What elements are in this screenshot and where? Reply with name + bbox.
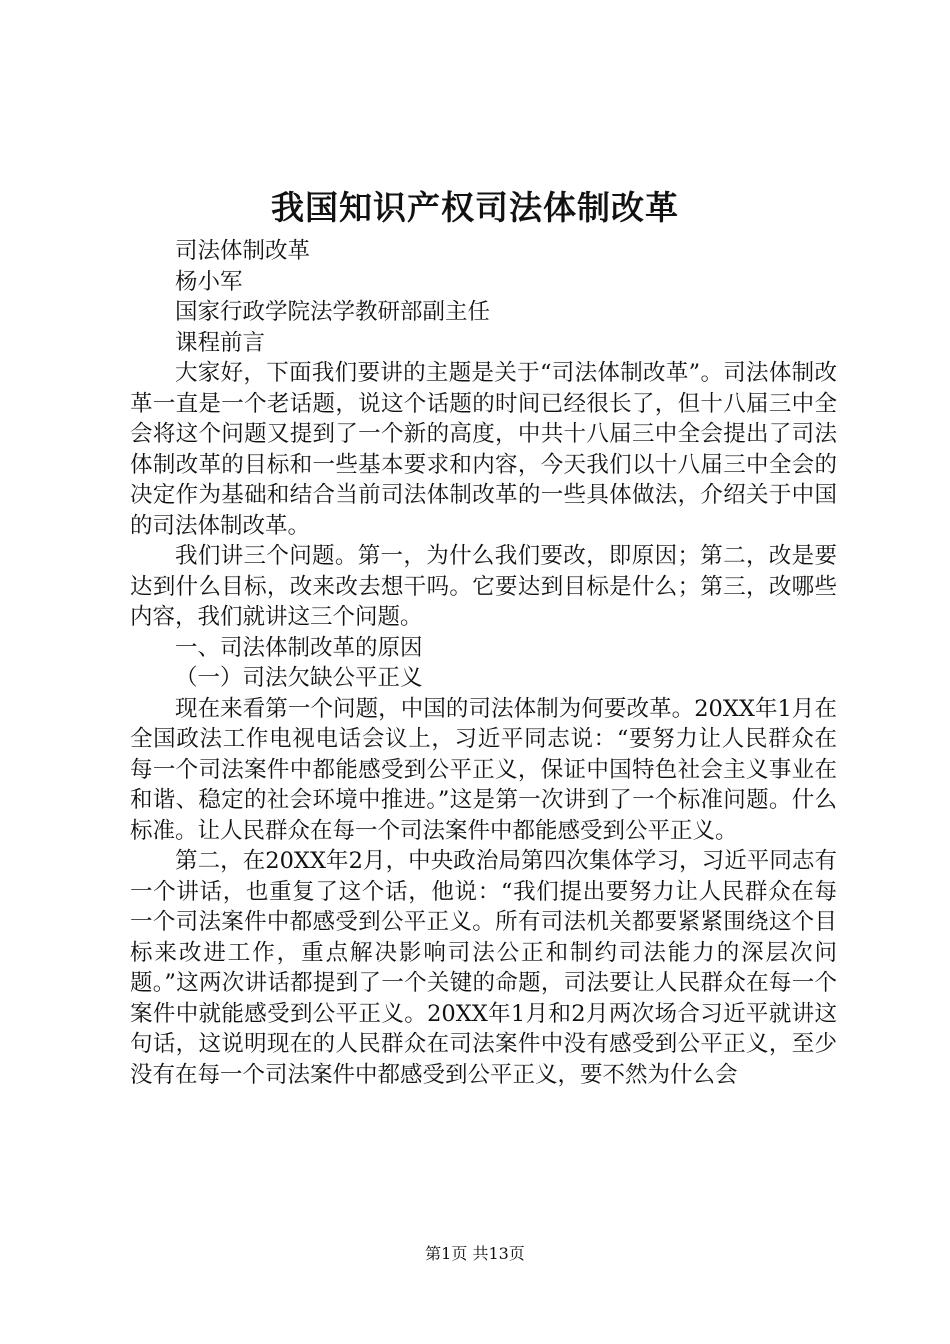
course-intro-heading: 课程前言 (175, 329, 266, 356)
chapter-heading: 一、司法体制改革的原因 (175, 634, 423, 661)
subsection-heading: （一）司法欠缺公平正义 (175, 665, 423, 691)
body-paragraph: 我们讲三个问题。第一，为什么我们要改，即原因；第二，改是要达到什么目标，改来改去想干吗。它要达到目标是什么；第三，改哪些内容，我们就讲这三个问题。 (130, 543, 837, 630)
section-heading: 司法体制改革 (175, 238, 311, 264)
body-paragraph: 第二，在20XX年2月，中央政治局第四次集体学习，习近平同志有一个讲话，也重复了这个话，他说：“我们提出要努力让人民群众在每一个司法案件中都感受到公平正义。所有司法机关都要紧紧围绕这个目标来改进工作，重点解决影响司法公正和制约司法能力的深层次问题。”这两次讲话都提到了一个关键的命题，司法要让人民群众在每一个案件中就能感受到公平正义。20XX年1月和2月两次场合习近平就讲这句话，这说明现在的人民群众在司法案件中没有感受到公平正义，至少没有在每一个司法案件中都感受到公平正义，要不然为什么会 (130, 848, 837, 1088)
body-paragraph: 现在来看第一个问题，中国的司法体制为何要改革。20XX年1月在全国政法工作电视电话会议上，习近平同志说：“要努力让人民群众在每一个司法案件中都能感受到公平正义，保证中国特色社会主义事业在和谐、稳定的社会环境中推进。”这是第一次讲到了一个标准问题。什么标准。让人民群众在每一个司法案件中都能感受到公平正义。 (130, 695, 837, 844)
page-number-footer: 第1页 共13页 (425, 1244, 525, 1263)
document-title: 我国知识产权司法体制改革 (271, 188, 679, 227)
document-body (130, 236, 837, 1090)
author-name: 杨小军 (175, 268, 243, 295)
author-title: 国家行政学院法学教研部副主任 (175, 299, 491, 325)
body-paragraph: 大家好，下面我们要讲的主题是关于“司法体制改革”。司法体制改革一直是一个老话题，说这个话题的时间已经很长了，但十八届三中全会将这个问题又提到了一个新的高度，中共十八届三中全会提出了司法体制改革的目标和一些基本要求和内容，今天我们以十八届三中全会的决定作为基础和结合当前司法体制改革的一些具体做法，介绍关于中国的司法体制改革。 (130, 360, 837, 539)
